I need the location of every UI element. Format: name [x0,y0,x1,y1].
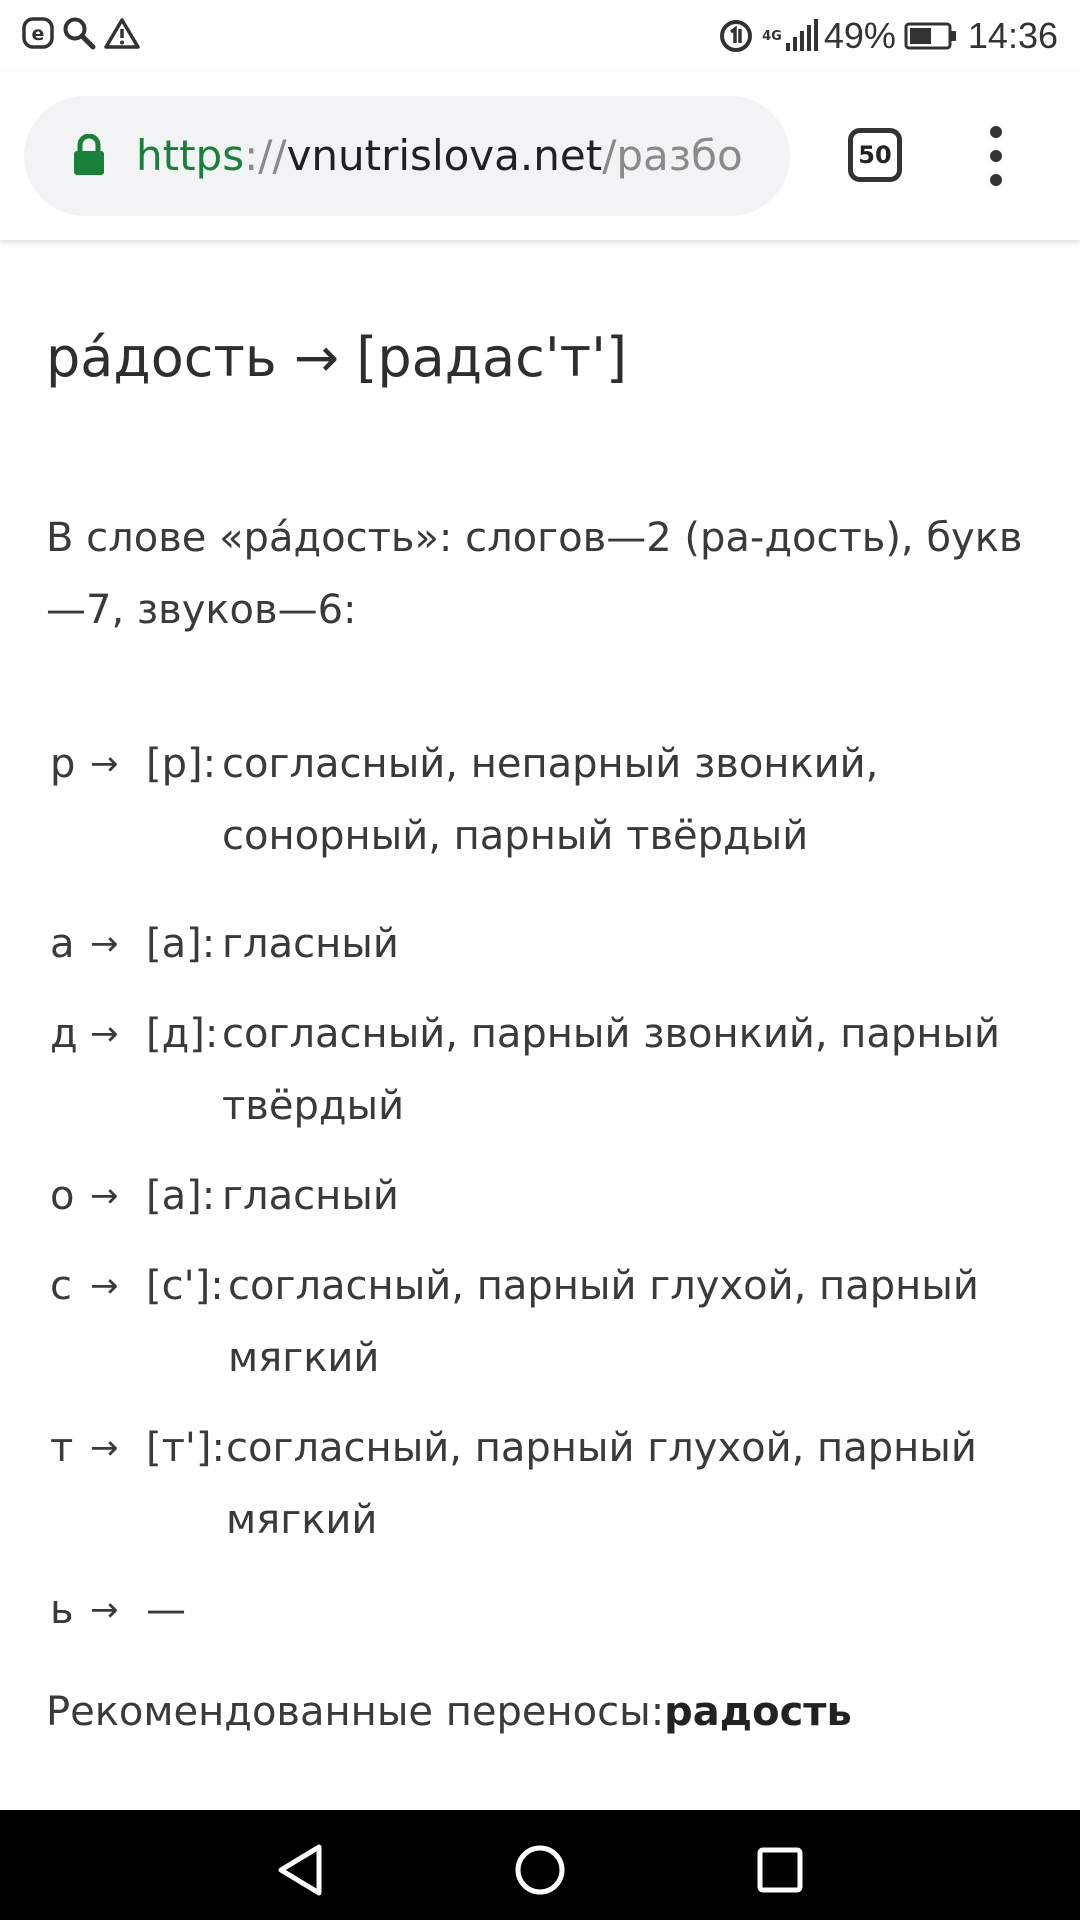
colon: : [201,1173,216,1219]
battery-percent: 49% [823,15,896,56]
data-saver-icon [718,18,754,54]
search-icon [62,16,96,50]
network-type-label: 4G [762,28,782,44]
warning-icon [104,17,140,49]
url-path: /разбо [602,131,743,180]
arrow: → [90,1266,119,1306]
sound [146,1574,186,1646]
sound-transcription: — [146,1587,186,1633]
sound-description: согласный, непарный звонкий, сонорный, парный твёрдый [222,741,879,859]
letter: р [50,741,76,787]
sound-transcription: [р] [146,741,203,787]
signal-icon [784,19,818,53]
system-navigation-bar [0,1810,1080,1920]
home-button[interactable] [510,1840,570,1900]
url-text[interactable] [136,126,743,186]
colon: : [211,1425,225,1471]
overflow-menu-button[interactable] [978,126,1014,186]
menu-dot [990,126,1002,138]
letter: т [50,1425,74,1471]
clock: 14:36 [967,15,1058,56]
recommended-hyphenation [46,1676,852,1748]
sound [146,1160,215,1232]
sound-description: гласный [222,1173,399,1219]
sound [146,998,218,1070]
arrow: → [90,1014,119,1054]
letter: с [50,1263,72,1309]
recents-button[interactable] [750,1840,810,1900]
notification-e-icon [22,17,54,49]
word-summary: В слове «ра́дость»: слогов—2 (ра-дость), букв—7, звуков—6: [46,515,1023,633]
sound-transcription: [д] [146,1011,205,1057]
letter: а [50,921,75,967]
svg-text:e: e [31,23,45,45]
menu-dot [990,150,1002,162]
sound-description: гласный [222,921,399,967]
sound-transcription: [с'] [146,1263,211,1309]
sound [146,728,216,800]
status-bar [0,0,1080,72]
colon: : [202,741,217,787]
arrow: → [90,1428,119,1468]
arrow: → [90,1176,119,1216]
back-button[interactable] [270,1840,330,1900]
url-scheme: https [136,131,245,180]
letter: о [50,1173,75,1219]
arrow: → [90,744,119,784]
recommend-word: радость [664,1689,852,1735]
sound-transcription: [т'] [146,1425,212,1471]
sound-description: согласный, парный глухой, парный мягкий [226,1425,977,1543]
lock-icon[interactable] [72,134,106,180]
sound-description: согласный, парный глухой, парный мягкий [228,1263,979,1381]
sound-transcription: [а] [146,921,202,967]
back-icon [275,1843,325,1897]
arrow: → [90,1590,119,1630]
menu-dot [990,174,1002,186]
tab-switcher-button[interactable] [848,128,902,182]
page-content [0,240,1080,1810]
battery-icon [904,21,958,51]
arrow: → [90,924,119,964]
sound [146,1412,225,1484]
letter: ь [50,1587,74,1633]
sound-description: согласный, парный звонкий, парный твёрдый [222,1011,1001,1129]
colon: : [210,1263,224,1309]
address-bar[interactable] [24,96,790,216]
sound [146,908,215,980]
url-separator: :// [244,131,287,180]
letter: д [50,1011,78,1057]
colon: : [204,1011,219,1057]
status-right-icons [718,14,1058,58]
page-title: ра́дость → [радас'т'] [46,326,628,389]
tab-count: 50 [858,141,892,169]
sound-transcription: [а] [146,1173,202,1219]
sound [146,1250,224,1322]
home-icon [513,1843,567,1897]
recents-icon [755,1845,805,1895]
url-domain: vnutrislova.net [286,131,603,180]
recommend-label: Рекомендованные переносы: [46,1689,665,1735]
colon: : [201,921,216,967]
browser-toolbar [0,72,1080,240]
status-left-icons [22,16,140,50]
